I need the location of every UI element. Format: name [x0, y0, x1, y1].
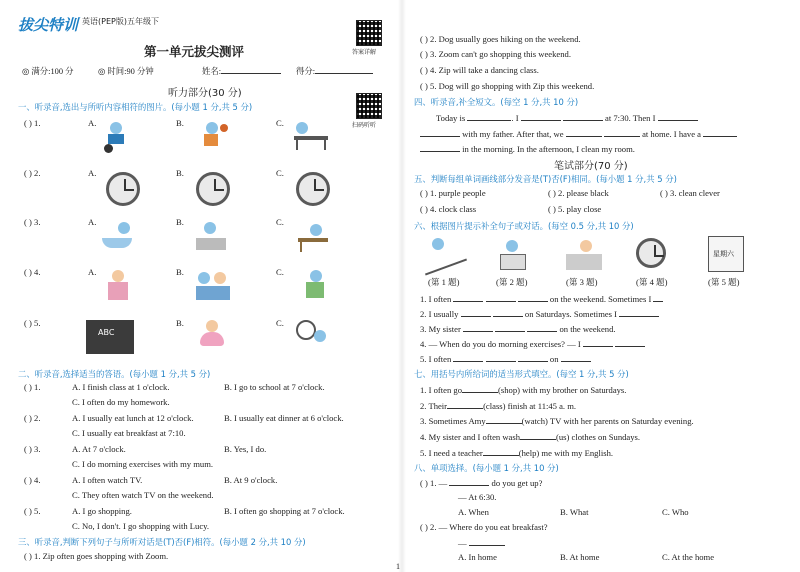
q5-1[interactable]: ( ) 1. purple people — [420, 188, 486, 198]
blank-3[interactable] — [563, 112, 603, 121]
calendar-image: 星期六 — [708, 236, 744, 272]
q5-3[interactable]: ( ) 3. clean clever — [660, 188, 720, 198]
q2-4-option-c[interactable]: C. They often watch TV on the weekend. — [72, 490, 214, 500]
clock-image — [636, 238, 666, 268]
q2-3-num: ( ) 3. — [24, 444, 41, 454]
q3-1[interactable]: ( ) 1. Zip often goes shopping with Zoom. — [24, 551, 169, 561]
time-limit: ◎ 时间:90 分钟 — [98, 67, 154, 76]
q5-4[interactable]: ( ) 4. clock class — [420, 204, 477, 214]
q5-2[interactable]: ( ) 2. please black — [548, 188, 609, 198]
q8-1: ( ) 1. — do you get up? — [420, 478, 543, 488]
caption-5: (第 5 题) — [708, 277, 740, 287]
q3-4[interactable]: ( ) 4. Zip will take a dancing class. — [420, 65, 539, 75]
q1-5-option-c[interactable]: C. — [276, 318, 284, 328]
blank-4[interactable] — [658, 112, 698, 121]
q6-1: 1. I often on the weekend. Sometimes I — [420, 293, 663, 304]
section1-title: 一、听录音,选出与所听内容相符的图片。(每小题 1 分,共 5 分) — [18, 102, 253, 112]
page-number: 1 — [396, 562, 400, 571]
section3-title: 三、听录音,判断下列句子与所听对话是(T)否(F)相符。(每小题 2 分,共 10 分) — [18, 537, 306, 547]
q2-4-option-b[interactable]: B. At 9 o'clock. — [224, 475, 278, 485]
q1-3-option-b[interactable]: B. — [176, 217, 184, 227]
q7-4: 4. My sister and I often wash (us) clothes on Sundays. — [420, 432, 641, 442]
answer-qr-code[interactable] — [356, 20, 382, 46]
section6-title: 六、根据图片提示补全句子或对话。(每空 0.5 分,共 10 分) — [414, 221, 634, 231]
q1-1-option-c[interactable]: C. — [276, 118, 284, 128]
q2-4-num: ( ) 4. — [24, 475, 41, 485]
q1-5: ( ) 5. — [24, 318, 41, 328]
blank-5[interactable] — [420, 128, 460, 137]
q8-2-option-c[interactable]: C. At the home — [662, 552, 715, 562]
passage-line-1: Today is . I at 7:30. Then I — [436, 112, 698, 123]
q8-2-option-a[interactable]: A. In home — [458, 552, 497, 562]
page-title: 第一单元拔尖测评 — [144, 44, 245, 59]
q2-3-option-b[interactable]: B. Yes, I do. — [224, 444, 267, 454]
blackboard-image: ABC — [86, 320, 134, 354]
q8-1-option-c[interactable]: C. Who — [662, 507, 689, 517]
q1-4-option-c[interactable]: C. — [276, 267, 284, 277]
boy-shopping-image — [298, 270, 332, 300]
q1-4-option-b[interactable]: B. — [176, 267, 184, 277]
section2-title: 二、听录音,选择适当的答语。(每小题 1 分,共 5 分) — [18, 369, 211, 379]
caption-1: (第 1 题) — [428, 277, 460, 287]
clock-image — [196, 172, 230, 206]
boy-washing-image — [102, 222, 136, 252]
listening-heading: 听力部分(30 分) — [168, 88, 242, 99]
q1-2-option-b[interactable]: B. — [176, 168, 184, 178]
blank-6[interactable] — [566, 128, 602, 137]
score-label: 得分: — [296, 67, 316, 76]
girl-dancing-image — [196, 320, 230, 350]
passage-line-2: with my father. After that, we at home. I have a — [420, 128, 737, 139]
q3-5[interactable]: ( ) 5. Dog will go shopping with Zip this weekend. — [420, 81, 595, 91]
pic6-2-image — [492, 236, 536, 276]
q6-3: 3. My sister on the weekend. — [420, 324, 616, 334]
q1-1: ( ) 1. — [24, 118, 41, 128]
right-page — [414, 0, 786, 572]
listen-qr-code[interactable] — [356, 93, 382, 119]
caption-3: (第 3 题) — [566, 277, 598, 287]
pic6-1-image — [424, 236, 468, 276]
q6-2: 2. I usually on Saturdays. Sometimes I — [420, 308, 659, 319]
q3-3[interactable]: ( ) 3. Zoom can't go shopping this weekend. — [420, 49, 571, 59]
q6-4: 4. — When do you do morning exercises? — I — [420, 338, 645, 349]
boy-basketball-image — [194, 122, 228, 152]
name-label: 姓名: — [202, 67, 222, 76]
q2-5-option-b[interactable]: B. I often go shopping at 7 o'clock. — [224, 506, 345, 516]
girl-image — [102, 270, 136, 300]
blank-2[interactable] — [521, 112, 561, 121]
q1-4: ( ) 4. — [24, 267, 41, 277]
q8-2-option-b[interactable]: B. At home — [560, 552, 600, 562]
q8-1-option-b[interactable]: B. What — [560, 507, 589, 517]
caption-4: (第 4 题) — [636, 277, 668, 287]
q8-1-reply: — At 6:30. — [458, 492, 497, 502]
clock-image — [106, 172, 140, 206]
edition-label: 英语(PEP版)五年级下 — [82, 17, 159, 26]
blank-9[interactable] — [420, 143, 460, 152]
q5-5[interactable]: ( ) 5. play close — [548, 204, 602, 214]
q2-2-option-b[interactable]: B. I usually eat dinner at 6 o'clock. — [224, 413, 344, 423]
written-heading: 笔试部分(70 分) — [554, 161, 628, 172]
q7-3: 3. Sometimes Amy (watch) TV with her parents on Saturday evening. — [420, 416, 694, 426]
q3-2[interactable]: ( ) 2. Dog usually goes hiking on the weekend. — [420, 34, 581, 44]
left-page — [18, 0, 390, 572]
q2-1-num: ( ) 1. — [24, 382, 41, 392]
boy-desk-image — [296, 222, 330, 252]
q2-1-option-a[interactable]: A. I finish class at 1 o'clock. — [72, 382, 170, 392]
q1-2: ( ) 2. — [24, 168, 41, 178]
q8-2: ( ) 2. — Where do you eat breakfast? — [420, 522, 548, 532]
q2-3-option-a[interactable]: A. At 7 o'clock. — [72, 444, 126, 454]
answer-qr-label: 答案详解 — [352, 49, 377, 56]
q2-5-num: ( ) 5. — [24, 506, 41, 516]
q2-2-num: ( ) 2. — [24, 413, 41, 423]
boy-cooking-image — [194, 222, 228, 252]
q1-1-option-a[interactable]: A. — [88, 118, 97, 128]
listen-qr-label: 扫码听听 — [352, 122, 377, 129]
q2-5-option-a[interactable]: A. I go shopping. — [72, 506, 132, 516]
section8-title: 八、单项选择。(每小题 1 分,共 10 分) — [414, 463, 559, 473]
q7-2: 2. Their (class) finish at 11:45 a. m. — [420, 401, 577, 411]
q1-1-option-b[interactable]: B. — [176, 118, 184, 128]
q1-2-option-c[interactable]: C. — [276, 168, 284, 178]
q1-4-option-a[interactable]: A. — [88, 267, 97, 277]
boy-clock-image — [296, 320, 330, 350]
blank-7[interactable] — [604, 128, 640, 137]
section4-title: 四、听录音,补全短文。(每空 1 分,共 10 分) — [414, 97, 579, 107]
blank-1[interactable] — [467, 112, 511, 121]
q8-2-reply: — — [458, 537, 505, 548]
score-field[interactable] — [296, 65, 373, 77]
q2-5-option-c[interactable]: C. No, I don't. I go shopping with Lucy. — [72, 521, 210, 531]
q6-5: 5. I often on — [420, 353, 591, 364]
q1-3-option-a[interactable]: A. — [88, 217, 97, 227]
q2-2-option-c[interactable]: C. I usually eat breakfast at 7:10. — [72, 428, 186, 438]
q2-1-option-b[interactable]: B. I go to school at 7 o'clock. — [224, 382, 325, 392]
section5-title: 五、判断每组单词画线部分发音是(T)否(F)相同。(每小题 1 分,共 5 分) — [414, 174, 677, 184]
passage-line-3: in the morning. In the afternoon, I clean my room. — [420, 143, 635, 154]
q7-5: 5. I need a teacher (help) me with my English. — [420, 448, 614, 458]
brand-logo: 拔尖特训 — [18, 16, 79, 34]
full-score: ◎ 满分:100 分 — [22, 67, 74, 76]
clock-image — [296, 172, 330, 206]
blank-8[interactable] — [703, 128, 737, 137]
name-field[interactable] — [202, 65, 281, 77]
q1-2-option-a[interactable]: A. — [88, 168, 97, 178]
caption-2: (第 2 题) — [496, 277, 528, 287]
boy-football-image — [100, 122, 134, 152]
q2-4-option-a[interactable]: A. I often watch TV. — [72, 475, 143, 485]
q2-3-option-c[interactable]: C. I do morning exercises with my mum. — [72, 459, 214, 469]
q2-1-option-c[interactable]: C. I often do my homework. — [72, 397, 170, 407]
pic6-3-image — [562, 236, 606, 276]
q8-1-option-a[interactable]: A. When — [458, 507, 489, 517]
boy-pingpong-image — [294, 122, 328, 152]
q2-2-option-a[interactable]: A. I usually eat lunch at 12 o'clock. — [72, 413, 194, 423]
q1-3: ( ) 3. — [24, 217, 41, 227]
section7-title: 七、用括号内所给词的适当形式填空。(每空 1 分,共 5 分) — [414, 369, 629, 379]
family-image — [196, 270, 230, 300]
q7-1: 1. I often go (shop) with my brother on Saturdays. — [420, 385, 627, 395]
q1-5-option-b[interactable]: B. — [176, 318, 184, 328]
page-gutter — [398, 0, 406, 572]
q1-3-option-c[interactable]: C. — [276, 217, 284, 227]
